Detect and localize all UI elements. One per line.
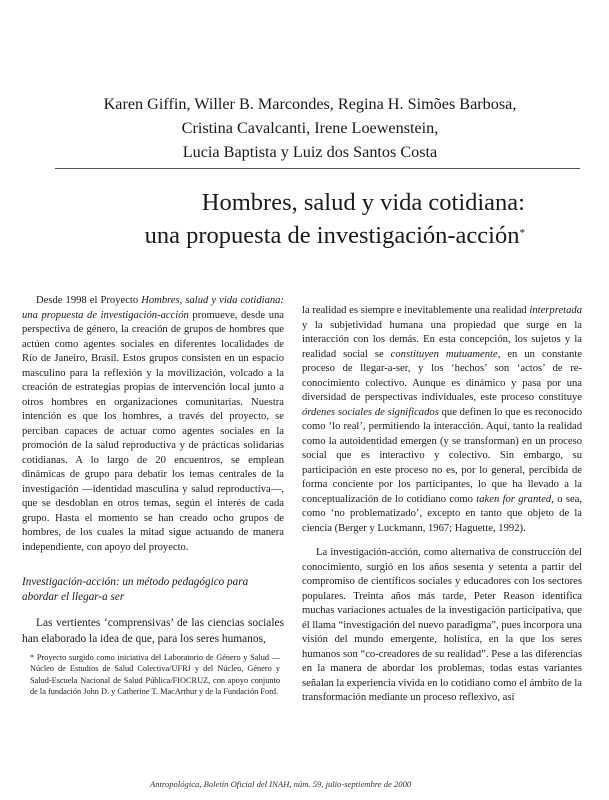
italic-span: constituyen mutuamente: [390, 348, 498, 360]
text-span: y la subjetividad humana una propiedad que surge en la interacción con los demás. En esta concepción, los sujetos y la realidad social se: [302, 319, 582, 360]
text-span: promueve, desde una perspectiva de género, la creación de grupos de hombres que actúen como agentes sociales en diferentes localidades de Río de Janeiro, Brasil. Estos grupos consisten en un espacio masculino para la reflexión y la movilización, volcado a la creación de estrategias propias de intervención local junto a otros hombres en organizaciones comunitarias. Nuestra intención es que los hombres, a través del proyecto, se perciban capaces de actuar como agentes sociales en la promoción de la salud reproductiva y de prácticas solidarias cotidianas. A lo largo de 20 encuentros, se emplean dinámicas de grupo para debatir los temas centrales de la investigación —identidad masculina y salud reproductiva—, que se desdoblan en otros temas, según el interés de cada grupo. Hasta el momento se han creado ocho grupos de hombres, de los cuales la mitad sigue actuando de manera independiente, con apoyo del proyecto.: [22, 309, 284, 553]
author-line: Lucia Baptista y Luiz dos Santos Costa: [182, 143, 438, 161]
text-span: Desde 1998 el Proyecto: [36, 295, 142, 306]
italic-span: interpretada: [529, 305, 582, 316]
footnote: * Proyecto surgido como iniciativa del Laboratorio de Género y Salud —Núcleo de Estudios de Salud Colectiva/UFRJ y del Núcleo, Género y Salud-Escuela Nacional de Salud Pública/FIOCRUZ, con apoyo conjunto de la fundación John D. y Catherine T. MacArthur y de la Fundación Ford.: [30, 653, 280, 697]
title-line-1: Hombres, salud y vida cotidiana:: [201, 189, 525, 216]
paragraph: La investigación-acción, como alternativa de construcción del conocimiento, surgió en los años sesenta y setenta a partir del compromiso de científicos sociales y educadores con los sectores populares. Treinta años más tarde, Peter Reason identifica muchas variaciones actuales de la investigación participativa, que él llama “investigación del nuevo paradigma”, pues incorpora una visión del mundo emergente, holística, en la que los seres humanos son “co-creadores de su realidad”. Pese a las diferencias en la manera de abordar los problemas, todas estas variantes señalan la experiencia vivida en lo cotidiano como el ámbito de la transformación mediante un proceso reflexivo, así: [302, 547, 582, 703]
right-column: [302, 304, 582, 706]
text-span: que definen lo que es reconocido como ‘lo real’, permitiendo la interacción. Aquí, tanto la realidad como la autoidentidad emergen (y se transforman) en un proceso social que es interactivo y colectivo. Sin embargo, su participación en este proceso no es, por lo general, percibida de forma conciente por los participantes, lo que ha llevado a la conceptualización de lo cotidiano como: [302, 406, 582, 505]
title-line-2-text: una propuesta de investigación-acción: [144, 222, 520, 249]
author-list: [40, 92, 580, 164]
article-title: [70, 186, 525, 252]
section-subheading: Investigación-acción: un método pedagógico para abordar el llegar-a ser: [22, 576, 249, 603]
paragraph: [302, 304, 582, 536]
author-line: Cristina Cavalcanti, Irene Loewenstein,: [181, 119, 439, 137]
left-column: [22, 294, 284, 647]
author-line: Karen Giffin, Willer B. Marcondes, Regina H. Simões Barbosa,: [103, 95, 517, 113]
italic-span: órdenes sociales de significados: [302, 406, 439, 418]
paragraph: [22, 294, 284, 555]
page-footer: Antropológica, Boletín Oficial del INAH, núm. 59, julio-septiembre de 2000: [150, 779, 412, 789]
header-divider: [55, 168, 580, 169]
title-footnote-mark: *: [519, 227, 525, 239]
italic-span: taken for granted: [476, 493, 552, 505]
text-span: la realidad es siempre e inevitablemente una realidad: [302, 305, 530, 316]
title-line-2: [70, 219, 525, 252]
text-span: , en un constante proceso de llegar-a-ser, y los ‘hechos’ son ‘actos’ de re-conocimiento colectivo. Aunque es dinámico y pasa por una diversidad de perspectivas individuales, este proceso constituye: [302, 348, 582, 403]
paragraph: Las vertientes ‘comprensivas’ de las ciencias sociales han elaborado la idea de que, para los seres humanos,: [22, 617, 284, 645]
italic-span: Hombres, salud y vida cotidiana: una propuesta de investigación-acción: [22, 295, 284, 321]
text-span: , o sea, como ‘no problematizado’, excepto en tanto que objeto de la ciencia (Berger y Luckmann, 1967; Haguette, 1992).: [302, 493, 582, 534]
